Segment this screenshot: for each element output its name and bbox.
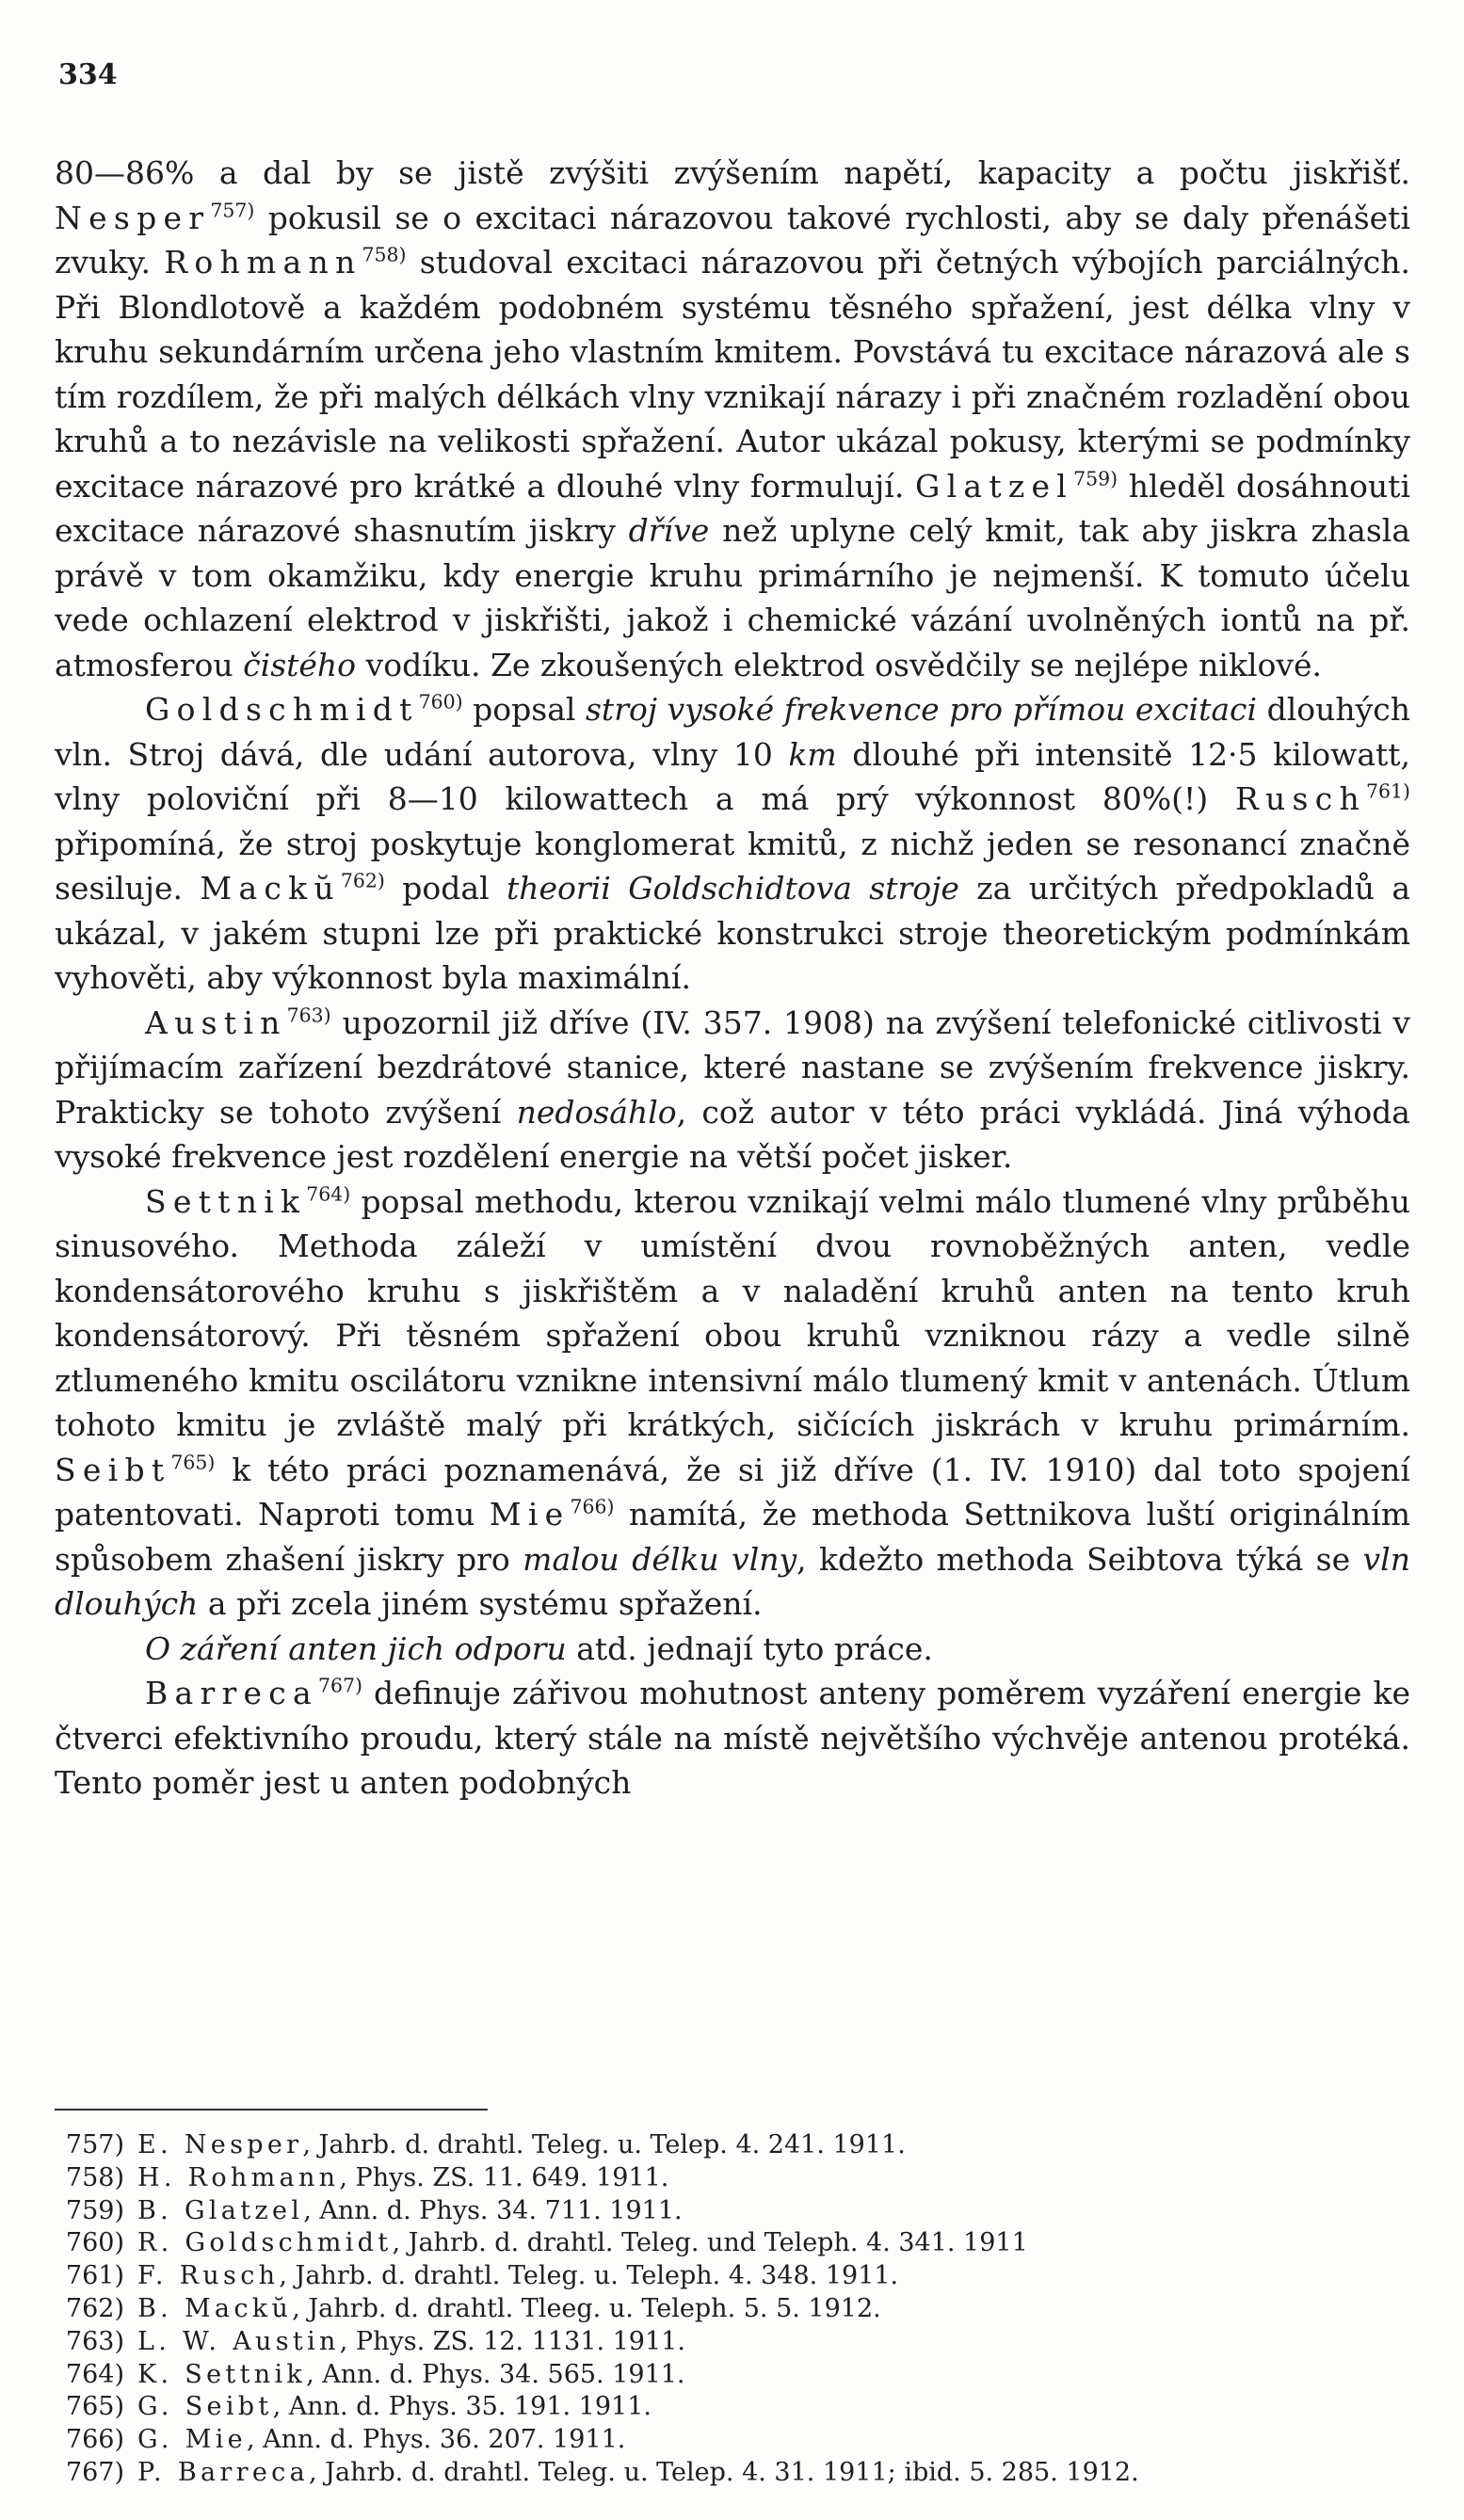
- text-run: 80—86% a dal by se jistě zvýšiti zvýšením napětí, kapacity a počtu jiskřišť.: [55, 154, 1410, 191]
- paragraph: [55, 687, 1410, 1001]
- text-run: hleděl dosáhnouti excitace nárazové shasnutím jiskry: [55, 467, 1410, 549]
- footnote-reference: 760): [418, 690, 463, 714]
- emphasis-text: theorii Goldschidtova stroje: [507, 870, 959, 907]
- author-name: Glatzel: [914, 467, 1074, 505]
- footnote-citation: , Ann. d. Phys. 35. 191. 1911.: [272, 2392, 652, 2422]
- footnote-citation: , Ann. d. Phys. 34. 711. 1911.: [303, 2195, 683, 2225]
- author-name: Mackŭ: [200, 870, 341, 907]
- footnote-reference: 767): [317, 1674, 362, 1697]
- footnote-author: E. Nesper: [137, 2130, 303, 2159]
- footnote-reference: 761): [1366, 779, 1410, 803]
- footnote: [55, 2162, 1410, 2195]
- footnote-citation: , Ann. d. Phys. 36. 207. 1911.: [246, 2425, 626, 2455]
- footnote: [55, 2260, 1410, 2293]
- footnote-citation: , Jahrb. d. drahtl. Tleeg. u. Teleph. 5. 5. 1912.: [292, 2293, 881, 2323]
- footnote-citation: , Jahrb. d. drahtl. Teleg. u. Teleph. 4. 348. 1911.: [279, 2261, 899, 2291]
- paragraph: [55, 151, 1410, 687]
- footnote-number: 762): [65, 2293, 124, 2323]
- footnote-author: H. Rohmann: [137, 2162, 340, 2192]
- body-text: [55, 151, 1410, 1806]
- footnote-author: F. Rusch: [137, 2261, 280, 2291]
- author-name: Goldschmidt: [145, 691, 419, 728]
- footnote-reference: 759): [1073, 467, 1118, 490]
- author-name: Rusch: [1234, 780, 1367, 817]
- footnote-reference: 766): [570, 1495, 615, 1518]
- footnote: [55, 2227, 1410, 2260]
- text-run: dlouhých vln. Stroj dává, dle udání autorova, vlny 10: [55, 691, 1411, 773]
- footnote-number: 763): [65, 2326, 124, 2356]
- footnote-divider: [55, 2109, 488, 2111]
- text-run: dlouhé při intensitě 12·5 kilowatt, vlny poloviční při 8—10 kilowattech a má prý výkonnost 80%(!): [55, 735, 1411, 817]
- footnote-number: 759): [65, 2195, 124, 2225]
- author-name: Seibt: [55, 1451, 171, 1488]
- text-run: upozornil již dříve (IV. 357. 1908) na zvýšení telefonické citlivosti v přijímacím zařízení bezdrátové stanice, které nastane se zvýšením frekvence jiskry. Prakticky se tohoto zvýšení: [55, 1003, 1410, 1131]
- emphasis-text: stroj vysoké frekvence pro přímou excitaci: [586, 691, 1258, 728]
- footnote-number: 758): [65, 2162, 124, 2192]
- text-run: pokusil se o excitaci nárazovou takové rychlosti, aby se daly přenášeti zvuky.: [55, 199, 1410, 281]
- footnote: [55, 2457, 1410, 2490]
- author-name: Settnik: [145, 1182, 307, 1220]
- footnote-number: 767): [65, 2457, 124, 2487]
- footnote-citation: , Ann. d. Phys. 34. 565. 1911.: [306, 2359, 685, 2389]
- footnote: [55, 2424, 1410, 2457]
- author-name: Barreca: [145, 1675, 318, 1711]
- footnote-number: 764): [65, 2359, 124, 2389]
- author-name: Rohmann: [164, 244, 362, 281]
- text-run: studoval excitaci nárazovou při četných výbojích parciálných. Při Blondlotově a každém podobném systému těsného spřažení, jest délka vlny v kruhu sekundárním určena jeho vlastním kmitem. Povstává tu excitace nárazová ale s tím rozdílem, že při malých délkách vlny vznikají nárazy i při značném rozladění obou kruhů a to nezávisle na velikosti spřažení. Autor ukázal pokusy, kterými se podmínky excitace nárazové pro krátké a dlouhé vlny formulují.: [55, 244, 1410, 505]
- text-run: podal: [384, 870, 507, 907]
- paragraph: [55, 1001, 1410, 1180]
- paragraph: [55, 1671, 1410, 1806]
- footnote-number: 765): [65, 2392, 124, 2422]
- text-run: popsal methodu, kterou vznikají velmi málo tlumené vlny průběhu sinusového. Methoda záleží v umístění dvou rovnoběžných anten, vedle kondensátorového kruhu s jiskřištěm a v naladění kruhů anten na tento kruh kondensátorový. Při těsném spřažení obou kruhů vzniknou rázy a vedle silně ztlumeného kmitu oscilátoru vznikne intensivní málo tlumený kmit v antenách. Útlum tohoto kmitu je zvláště malý při krátkých, sičících jiskrách v kruhu primárním.: [55, 1182, 1410, 1443]
- footnote-reference: 762): [340, 869, 385, 892]
- author-name: Austin: [145, 1003, 287, 1041]
- footnote-citation: , Jahrb. d. drahtl. Teleg. u. Telep. 4. 31. 1911; ibid. 5. 285. 1912.: [309, 2457, 1139, 2487]
- footnote-author: P. Barreca: [137, 2457, 310, 2487]
- footnote-citation: , Jahrb. d. drahtl. Teleg. und Teleph. 4. 341. 1911: [392, 2228, 1028, 2258]
- paragraph: [55, 1180, 1410, 1627]
- emphasis-text: čistého: [243, 646, 357, 683]
- footnote-reference: 764): [306, 1182, 351, 1206]
- text-run: než uplyne celý kmit, tak aby jiskra zhasla právě v tom okamžiku, kdy energie kruhu primárního je nejmenší. K tomuto účelu vede ochlazení elektrod v jiskřišti, jakož i chemické vázání uvolněných iontů na př. atmosferou: [55, 512, 1410, 683]
- emphasis-text: km: [788, 735, 837, 773]
- footnote-author: G. Seibt: [137, 2392, 273, 2422]
- footnote: [55, 2129, 1410, 2162]
- text-run: připomíná, že stroj poskytuje konglomerat kmitů, z nichž jeden se resonancí značně sesiluje.: [55, 825, 1410, 907]
- footnote: [55, 2326, 1410, 2359]
- author-name: Mie: [489, 1496, 571, 1533]
- text-run: a při zcela jiném systému spřažení.: [198, 1585, 763, 1622]
- footnote: [55, 2293, 1410, 2326]
- text-run: k této práci poznamenává, že si již dříve (1. IV. 1910) dal toto spojení patentovati. Naproti tomu: [55, 1451, 1410, 1533]
- page-number: 334: [58, 58, 118, 91]
- footnote-author: G. Mie: [137, 2425, 247, 2455]
- footnote-author: B. Glatzel: [137, 2195, 304, 2225]
- footnote-reference: 757): [210, 199, 255, 222]
- emphasis-text: nedosáhlo: [516, 1093, 677, 1131]
- footnote-citation: , Phys. ZS. 11. 649. 1911.: [339, 2162, 669, 2192]
- text-run: definuje zářivou mohutnost anteny poměrem vyzáření energie ke čtverci efektivního proudu, který stále na místě největšího výchvěje antenou protéká. Tento poměr jest u anten podobných: [55, 1675, 1410, 1801]
- footnote-author: R. Goldschmidt: [137, 2228, 393, 2258]
- footnote-number: 761): [65, 2261, 124, 2291]
- footnote-author: K. Settnik: [137, 2359, 307, 2389]
- footnote-citation: , Phys. ZS. 12. 1131. 1911.: [339, 2326, 685, 2356]
- paragraph: [55, 1627, 1410, 1672]
- footnotes: [55, 2129, 1410, 2490]
- footnote-reference: 758): [362, 243, 407, 266]
- emphasis-text: O záření anten jich odporu: [145, 1629, 567, 1667]
- text-run: vodíku. Ze zkoušených elektrod osvědčily se nejlépe niklové.: [356, 646, 1323, 683]
- footnote-citation: , Jahrb. d. drahtl. Teleg. u. Telep. 4. 241. 1911.: [302, 2130, 906, 2159]
- author-name: Nesper: [55, 199, 211, 236]
- footnote-author: B. Mackŭ: [137, 2293, 293, 2323]
- text-run: , což autor v této práci vykládá. Jiná výhoda vysoké frekvence jest rozdělení energie na větší počet jisker.: [55, 1093, 1410, 1175]
- footnote-reference: 763): [286, 1003, 331, 1027]
- footnote-reference: 765): [170, 1451, 216, 1474]
- text-run: , kdežto methoda Seibtova týká se: [796, 1540, 1363, 1578]
- footnote-number: 760): [65, 2228, 124, 2258]
- emphasis-text: dříve: [628, 512, 710, 549]
- text-run: popsal: [462, 691, 586, 728]
- emphasis-text: malou délku vlny: [523, 1540, 797, 1578]
- footnote-number: 757): [65, 2130, 124, 2159]
- footnote-author: L. W. Austin: [137, 2326, 340, 2356]
- footnote-number: 766): [65, 2425, 124, 2455]
- text-run: za určitých předpokladů a ukázal, v jakém stupni lze při praktické konstrukci stroje theoretickým podmínkám vyhověti, aby výkonnost byla maximální.: [55, 870, 1411, 996]
- text-run: namítá, že methoda Settnikova luští originálním spůsobem zhašení jiskry pro: [55, 1496, 1410, 1578]
- footnote: [55, 2195, 1410, 2228]
- emphasis-text: vln dlouhých: [55, 1540, 1410, 1622]
- text-run: atd. jednají tyto práce.: [566, 1629, 933, 1667]
- footnote: [55, 2391, 1410, 2424]
- footnote: [55, 2359, 1410, 2392]
